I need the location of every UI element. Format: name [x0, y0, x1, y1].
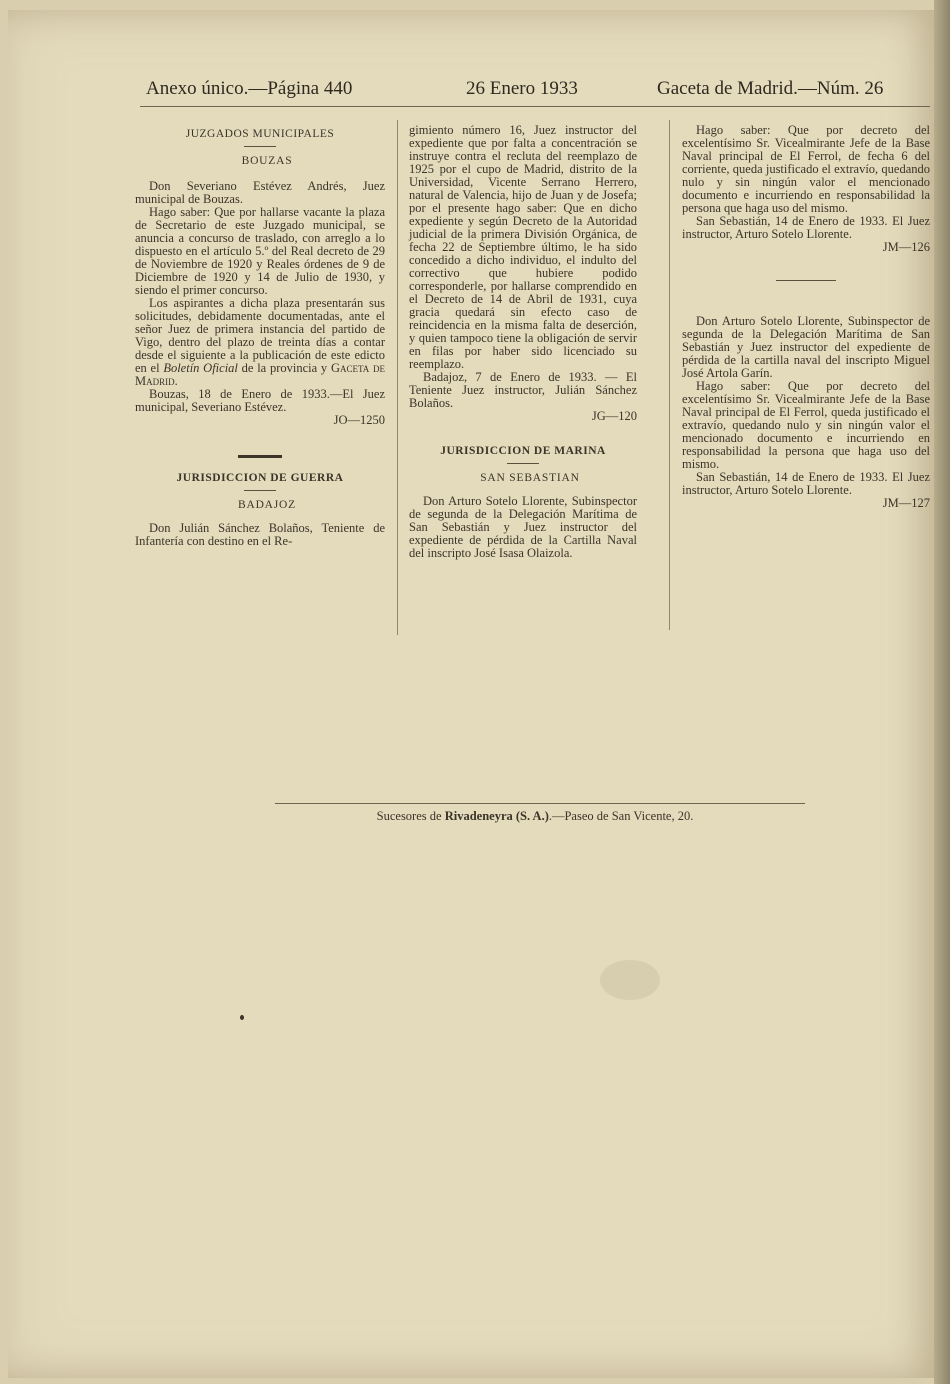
- header-section-page: Anexo único.—Página 440: [146, 78, 353, 99]
- notice-paragraph: Don Arturo Sotelo Llorente, Subinspector de segunda de la Delegación Marítima de San Sebastián y Juez instructor del expediente de pérdida de la cartilla naval del inscripto Miguel José Artola Garín.: [682, 314, 930, 380]
- notice-paragraph: Hago saber: Que por decreto del excelentísimo Sr. Vicealmirante Jefe de la Base Naval principal de El Ferrol, de fecha 6 del corriente, queda justificado el extravío, quedando nulo y sin ningún valor el mencionado documento e incurriendo en responsabilidad la persona que haga uso del mismo.: [682, 123, 930, 215]
- footer-rule: [275, 803, 805, 804]
- notice-code: JO—1250: [333, 413, 385, 427]
- notice-signature: Bouzas, 18 de Enero de 1933.—El Juez municipal, Severiano Estévez.: [135, 387, 385, 414]
- notice-paragraph: Don Severiano Estévez Andrés, Juez municipal de Bouzas.: [135, 179, 385, 206]
- header-rule: [140, 106, 930, 107]
- column-divider: [669, 120, 670, 630]
- section-heading-marina: JURISDICCION DE MARINA: [440, 445, 606, 457]
- header-publication: Gaceta de Madrid.—Núm. 26: [657, 78, 884, 99]
- printer-imprint: Sucesores de Rivadeneyra (S. A.).—Paseo de San Vicente, 20.: [376, 809, 694, 823]
- notice-paragraph: Don Julián Sánchez Bolaños, Teniente de Infantería con destino en el Re-: [135, 521, 385, 548]
- page-edge: [934, 0, 950, 1384]
- header-date: 26 Enero 1933: [466, 78, 578, 99]
- place-heading-san-sebastian: SAN SEBASTIAN: [480, 472, 580, 484]
- place-heading-bouzas: BOUZAS: [241, 155, 293, 167]
- notice-paragraph: Don Arturo Sotelo Llorente, Subinspector de segunda de la Delegación Marítima de San Sebastián y Juez instructor del expediente de pérdida de la Cartilla Naval del inscripto José Isasa Olaizola.: [409, 494, 637, 560]
- paper-stain: [600, 960, 660, 1000]
- notice-signature: San Sebastián, 14 de Enero de 1933. El Juez instructor, Arturo Sotelo Llorente.: [682, 214, 930, 241]
- section-heading-juzgados: JUZGADOS MUNICIPALES: [185, 128, 335, 140]
- notice-paragraph: Los aspirantes a dicha plaza presentarán sus solicitudes, debidamente documentadas, ante el señor Juez de primera instancia del partido de Vigo, dentro del plazo de treinta días a contar desde el siguiente a la publicación de este edicto en el Boletín Oficial de la provincia y Gaceta de Madrid.: [135, 296, 385, 388]
- column-1: [135, 124, 385, 548]
- section-rule: [244, 490, 276, 491]
- column-divider: [397, 120, 398, 635]
- column-3: [682, 124, 930, 510]
- notice-code: JM—127: [882, 496, 930, 510]
- page-header: [0, 78, 950, 108]
- place-heading-badajoz: BADAJOZ: [238, 499, 296, 511]
- notice-code: JM—126: [882, 240, 930, 254]
- ink-speck: [240, 1015, 244, 1020]
- section-rule: [244, 146, 276, 147]
- notice-signature: Badajoz, 7 de Enero de 1933. — El Teniente Juez instructor, Julián Sánchez Bolaños.: [409, 370, 637, 410]
- notice-paragraph: Hago saber: Que por hallarse vacante la plaza de Secretario de este Juzgado municipal, se anuncia a concurso de traslado, con arreglo a lo dispuesto en el artículo 5.º del Real decreto de 29 de Noviembre de 1920 y Reales órdenes de 9 de Diciembre de 1920 y 14 de Julio de 1930, y siendo el primer concurso.: [135, 205, 385, 297]
- section-rule: [507, 463, 539, 464]
- column-2: [409, 124, 637, 560]
- notice-paragraph: Hago saber: Que por decreto del excelentísimo Sr. Vicealmirante Jefe de la Base Naval principal de El Ferrol, queda justificado el extravío, quedando nulo y sin ningún valor el mencionado documento e incurriendo en responsabilidad la persona que haga uso del mismo.: [682, 379, 930, 471]
- notice-signature: San Sebastián, 14 de Enero de 1933. El Juez instructor, Arturo Sotelo Llorente.: [682, 470, 930, 497]
- section-separator: [238, 455, 282, 458]
- section-heading-guerra: JURISDICCION DE GUERRA: [176, 472, 344, 484]
- notice-separator: [776, 280, 836, 281]
- notice-code: JG—120: [591, 409, 637, 423]
- notice-paragraph: gimiento número 16, Juez instructor del expediente que por falta a concentración se instruye contra el recluta del reemplazo de 1925 por el cupo de Madrid, distrito de la Universidad, Vicente Serrano Herrero, natural de Valencia, hijo de Juan y de Josefa; por el presente hago saber: Que en dicho expediente y según Decreto de la Autoridad judicial de la primera División Orgánica, de fecha 22 de Septiembre último, le ha sido concedido a dicho individuo, el indulto del correctivo que hubiere podido corresponderle, por hallarse comprendido en el Decreto de 14 de Abril de 1931, cuya gracia quedará sin efecto caso de reincidencia en la misma falta de deserción, y quien tampoco tiene la obligación de servir en filas por haber sido licenciado su reemplazo.: [409, 123, 637, 371]
